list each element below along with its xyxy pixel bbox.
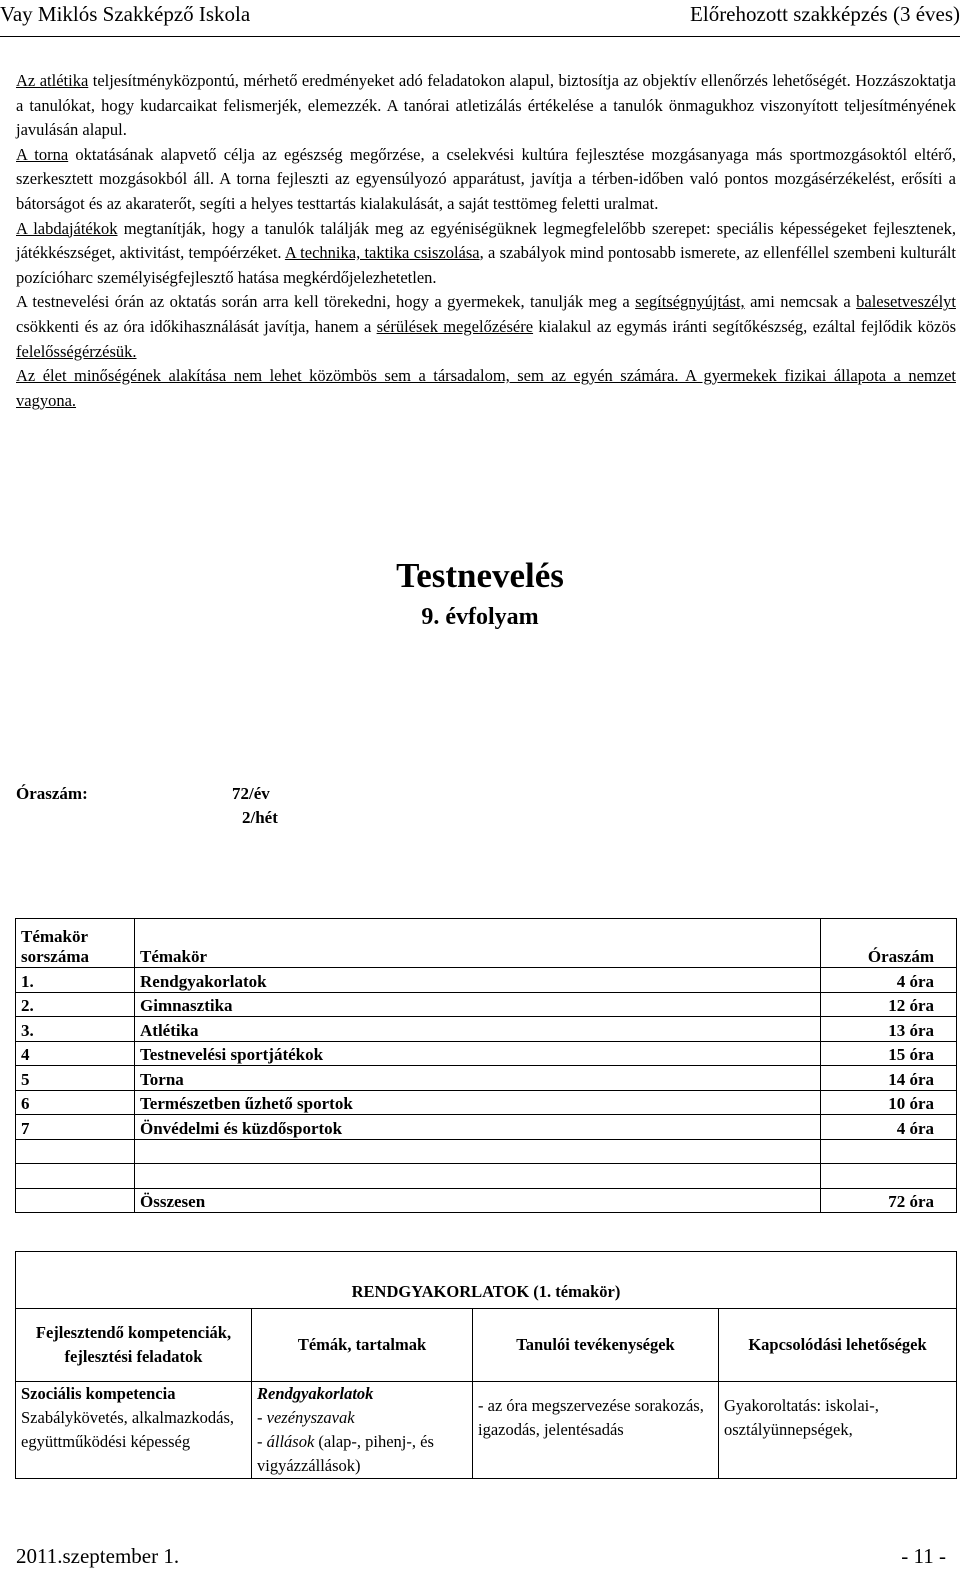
program-name: Előrehozott szakképzés (3 éves) bbox=[690, 2, 960, 26]
empty-cell bbox=[135, 1164, 821, 1189]
cell-activities bbox=[473, 1382, 719, 1479]
table-row bbox=[16, 968, 957, 993]
page-subtitle: 9. évfolyam bbox=[421, 604, 539, 630]
cell-number: 1. bbox=[16, 968, 135, 993]
empty-row bbox=[16, 1164, 957, 1189]
cell-hours: 10 óra bbox=[821, 1090, 957, 1115]
help-term: segítségnyújtást, bbox=[635, 292, 745, 312]
header-topic: Témakör bbox=[135, 919, 821, 968]
paragraph-text: megtanítják, hogy a tanulók találják meg az egyéniségüknek legmegfelelőbb szerepet: speciális képességeket fejlesztenek, játékkészséget, aktivitást, tempóérzéket. bbox=[16, 218, 956, 263]
topics-table bbox=[15, 918, 957, 1213]
content-item-text: (alap-, pihenj-, és vigyázzállások) bbox=[257, 1432, 434, 1475]
total-value: 72 óra bbox=[821, 1188, 957, 1213]
cell-topic: Torna bbox=[135, 1066, 821, 1091]
school-name: Vay Miklós Szakképző Iskola bbox=[0, 2, 251, 26]
detail-row bbox=[16, 1382, 957, 1479]
empty-cell bbox=[16, 1139, 135, 1164]
header-competencies: Fejlesztendő kompetenciák, fejlesztési feladatok bbox=[16, 1309, 252, 1382]
content-title: Rendgyakorlatok bbox=[257, 1384, 374, 1403]
paragraph-text: A testnevelési órán az oktatás során arra kell törekedni, hogy a gyermekek, tanulják meg a bbox=[16, 292, 636, 312]
cell-topic: Rendgyakorlatok bbox=[135, 968, 821, 993]
page-header bbox=[0, 0, 960, 48]
detail-title: RENDGYAKORLATOK (1. témakör) bbox=[16, 1252, 957, 1309]
header-connections: Kapcsolódási lehetőségek bbox=[719, 1309, 957, 1382]
total-label: Összesen bbox=[135, 1188, 821, 1213]
table-row bbox=[16, 1090, 957, 1115]
connection-text: Gyakoroltatás: iskolai-, osztályünnepségek, bbox=[724, 1396, 879, 1439]
athletics-term: Az atlétika bbox=[16, 71, 89, 90]
page-number: - 11 - bbox=[901, 1544, 946, 1568]
table-header-row bbox=[16, 919, 957, 968]
cell-hours: 4 óra bbox=[821, 968, 957, 993]
detail-title-row bbox=[16, 1252, 957, 1309]
paragraph-text: teljesítményközpontú, mérhető eredményeket adó feladatokon alapul, biztosítja az objektív ellenőrzés lehetőségét. Hozzászoktatja a tanulókat, hogy kudarcaikat felismerjék, elemezzék. A tanórai atletizálás értékelése a tanulók önmagukhoz viszonyított teljesítményének javulásán alapul. bbox=[16, 71, 956, 140]
competency-title: Szociális kompetencia bbox=[21, 1384, 176, 1403]
empty-cell bbox=[821, 1164, 957, 1189]
header-rule bbox=[0, 36, 960, 37]
paragraph-text: , a szabályok mind pontosabb ismerete, az ellenféllel szembeni kulturált pozícióharc személyiségfejlesztő hatása megkérdőjelezhetetlen. bbox=[16, 243, 956, 287]
hours-per-week: 2/hét bbox=[242, 808, 278, 827]
competency-text: Szabálykövetés, alkalmazkodás, együttműködési képesség bbox=[21, 1408, 235, 1451]
cell-number: 7 bbox=[16, 1115, 135, 1140]
cell-number: 6 bbox=[16, 1090, 135, 1115]
cell-hours: 15 óra bbox=[821, 1041, 957, 1066]
cell-connections bbox=[719, 1382, 957, 1479]
empty-cell bbox=[821, 1139, 957, 1164]
header-activities: Tanulói tevékenységek bbox=[473, 1309, 719, 1382]
ballgames-term: A labdajátékok bbox=[16, 218, 118, 238]
table-row bbox=[16, 1041, 957, 1066]
cell-topic: Természetben űzhető sportok bbox=[135, 1090, 821, 1115]
danger-term: balesetveszélyt bbox=[856, 292, 956, 312]
table-row bbox=[16, 1017, 957, 1042]
cell-contents bbox=[252, 1382, 473, 1479]
empty-cell bbox=[16, 1188, 135, 1213]
cell-hours: 4 óra bbox=[821, 1115, 957, 1140]
table-row bbox=[16, 992, 957, 1017]
paragraph-text: oktatásának alapvető célja az egészség megőrzése, a cselekvési kultúra fejlesztése mozgásanyaga más sportmozgásoktól eltérő, szerkesztett mozgásokból áll. A torna fejleszti az egyensúlyozó apparátust, javítja a térben-időben való pontos mozgásérzékelést, erősíti a bátorságot és az akaraterőt, segíti a helyes testtartás kialakulását, a saját testtömeg feletti uralmat. bbox=[16, 144, 956, 213]
content-item-term: - állások bbox=[257, 1432, 315, 1451]
cell-number: 4 bbox=[16, 1041, 135, 1066]
responsibility-term: felelősségérzésük. bbox=[16, 341, 137, 361]
paragraph-text: csökkenti és az óra időkihasználását javítja, hanem a bbox=[16, 316, 377, 336]
injury-term: sérülések megelőzésére bbox=[376, 316, 534, 336]
header-contents: Témák, tartalmak bbox=[252, 1309, 473, 1382]
cell-hours: 14 óra bbox=[821, 1066, 957, 1091]
footer-date: 2011.szeptember 1. bbox=[16, 1544, 180, 1568]
gymnastics-term: A torna bbox=[16, 144, 69, 164]
page-title: Testnevelés bbox=[396, 556, 564, 595]
intro-text bbox=[16, 69, 956, 413]
paragraph-closing: Az élet minőségének alakítása nem lehet közömbös sem a társadalom, sem az egyén számára. A gyermekek fizikai állapota a nemzet vagyona. bbox=[16, 366, 956, 410]
paragraph-safety bbox=[16, 290, 956, 364]
cell-topic: Atlétika bbox=[135, 1017, 821, 1042]
header-topic-number: Témakör sorszáma bbox=[16, 919, 135, 968]
content-item bbox=[257, 1430, 467, 1478]
cell-competencies bbox=[16, 1382, 252, 1479]
content-item: - vezényszavak bbox=[257, 1408, 355, 1427]
paragraph-text: kialakul az egymás iránti segítőkészség, ezáltal fejlődik közös bbox=[533, 316, 956, 336]
paragraph-gymnastics bbox=[16, 143, 956, 217]
paragraph-athletics bbox=[16, 69, 956, 143]
cell-hours: 12 óra bbox=[821, 992, 957, 1017]
detail-header-row bbox=[16, 1309, 957, 1382]
paragraph-text: ami nemcsak a bbox=[744, 292, 857, 312]
cell-topic: Gimnasztika bbox=[135, 992, 821, 1017]
activity-text: - az óra megszervezése sorakozás, igazodás, jelentésadás bbox=[478, 1396, 704, 1439]
cell-topic: Önvédelmi és küzdősportok bbox=[135, 1115, 821, 1140]
hours-per-year: 72/év bbox=[232, 784, 270, 803]
empty-cell bbox=[135, 1139, 821, 1164]
cell-number: 5 bbox=[16, 1066, 135, 1091]
detail-table bbox=[15, 1251, 957, 1479]
table-row bbox=[16, 1115, 957, 1140]
header-hours: Óraszám bbox=[821, 919, 957, 968]
technique-term: A technika, taktika csiszolása bbox=[284, 243, 480, 263]
cell-number: 3. bbox=[16, 1017, 135, 1042]
cell-number: 2. bbox=[16, 992, 135, 1017]
empty-row bbox=[16, 1139, 957, 1164]
total-row bbox=[16, 1188, 957, 1213]
empty-cell bbox=[16, 1164, 135, 1189]
paragraph-ballgames bbox=[16, 217, 956, 291]
cell-topic: Testnevelési sportjátékok bbox=[135, 1041, 821, 1066]
cell-hours: 13 óra bbox=[821, 1017, 957, 1042]
hours-label: Óraszám: bbox=[16, 784, 88, 803]
table-row bbox=[16, 1066, 957, 1091]
